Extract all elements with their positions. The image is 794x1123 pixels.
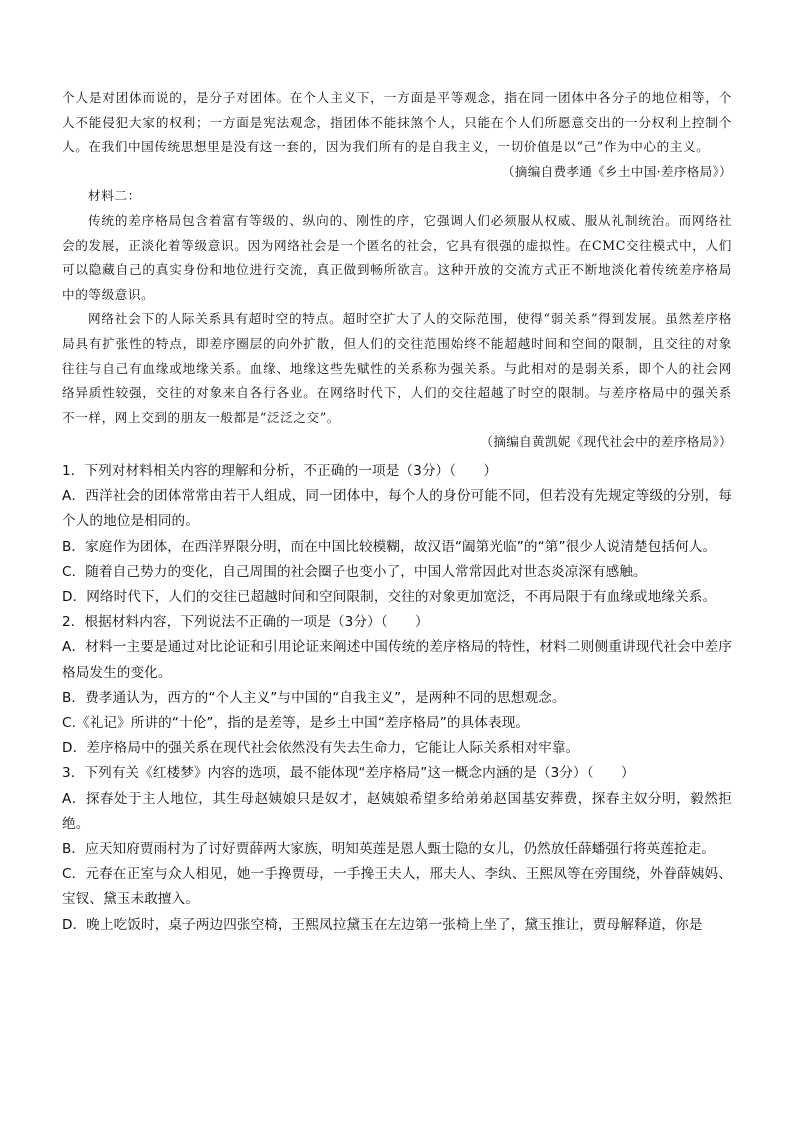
question-3-option-c: C．元春在正室与众人相见，她一手搀贾母，一手搀王夫人，邢夫人、李纨、王熙凤等在旁围绕，外眷薛姨妈、宝钗、黛玉未敢擅入。 xyxy=(62,866,732,908)
material2-heading: 材料二： xyxy=(88,188,141,204)
question-2-option-d: D．差序格局中的强关系在现代社会依然没有失去生命力，它能让人际关系相对牢靠。 xyxy=(62,740,580,757)
question-1-option-c: C．随着自己势力的变化，自己周围的社会圈子也变小了，中国人常常因此对世态炎凉深有感触。 xyxy=(62,563,647,580)
exam-page xyxy=(62,86,732,938)
question-3-option-d: D．晚上吃饭时，桌子两边四张空椅，王熙凤拉黛玉在左边第一张椅上坐了，黛玉推让，贾母解释道，你是 xyxy=(62,916,703,933)
material1-paragraph: 个人是对团体而说的，是分子对团体。在个人主义下，一方面是平等观念，指在同一团体中各分子的地位相等，个人不能侵犯大家的权利；一方面是宪法观念，指团体不能抹煞个人，只能在个人们所愿意交出的一分权利上控制个人。在我们中国传统思想里是没有这一套的，因为我们所有的是自我主义，一切价值是以“己”作为中心的主义。 xyxy=(62,90,732,155)
question-1-option-a: A．西洋社会的团体常常由若干人组成，同一团体中，每个人的身份可能不同，但若没有先规定等级的分别，每个人的地位是相同的。 xyxy=(62,488,732,530)
material2-paragraph-2: 网络社会下的人际关系具有超时空的特点。超时空扩大了人的交际范围，使得“弱关系”得到发展。虽然差序格局具有扩张性的特点，即差序圈层的向外扩散，但人们的交往范围始终不能超越时间和空间的限制，且交往的对象往往与自己有血缘或地缘关系。血缘、地缘这些先赋性的关系称为强关系。与此相对的是弱关系，即个人的社会网络异质性较强，交往的对象来自各行各业。在网络时代下，人们的交往超越了时空的限制。与差序格局中的强关系不一样，网上交到的朋友一般都是“泛泛之交”。 xyxy=(62,311,732,425)
question-1-option-d: D．网络时代下，人们的交往已超越时间和空间限制，交往的对象更加宽泛，不再局限于有血缘或地缘关系。 xyxy=(62,588,717,605)
question-2-option-c: C.《礼记》所讲的“十伦”，指的是差等，是乡土中国“差序格局”的具体表现。 xyxy=(62,714,530,731)
question-3-option-a: A．探春处于主人地位，其生母赵姨娘只是奴才，赵姨娘希望多给弟弟赵国基安葬费，探春主奴分明，毅然拒绝。 xyxy=(62,790,732,832)
question-2-stem: 2．根据材料内容，下列说法不正确的一项是（3分）（ ） xyxy=(62,614,429,631)
question-3-option-b: B．应天知府贾雨村为了讨好贾薛两大家族，明知英莲是恩人甄士隐的女儿，仍然放任薛蟠强行将英莲抢走。 xyxy=(62,840,716,857)
question-1-stem: 1．下列对材料相关内容的理解和分析，不正确的一项是（3分）（ ） xyxy=(62,462,498,479)
material2-source: （摘编自黄凯妮《现代社会中的差序格局》） xyxy=(480,434,732,450)
question-2-option-b: B．费孝通认为，西方的“个人主义”与中国的“自我主义”，是两种不同的思想观念。 xyxy=(62,689,566,706)
material2-paragraph-1: 传统的差序格局包含着富有等级的、纵向的、刚性的序，它强调人们必须服从权威、服从礼制统治。而网络社会的发展，正淡化着等级意识。因为网络社会是一个匿名的社会，它具有很强的虚拟性。在CMC交往模式中，人们可以隐藏自己的真实身份和地位进行交流，真正做到畅所欲言。这种开放的交流方式正不断地淡化着传统差序格局中的等级意识。 xyxy=(62,212,732,302)
material1-source: （摘编自费孝通《乡土中国·差序格局》） xyxy=(501,163,732,179)
reading-materials xyxy=(62,86,732,455)
question-1-option-b: B．家庭作为团体，在西洋界限分明，而在中国比较模糊，故汉语“阖第光临”的“第”很少人说清楚包括何人。 xyxy=(62,538,717,555)
question-list xyxy=(62,459,732,938)
question-2-option-a: A．材料一主要是通过对比论证和引用论证来阐述中国传统的差序格局的特性，材料二则侧重讲现代社会中差序格局发生的变化。 xyxy=(62,639,732,681)
question-3-stem: 3．下列有关《红楼梦》内容的选项，最不能体现“差序格局”这一概念内涵的是（3分）（ ） xyxy=(62,765,635,782)
